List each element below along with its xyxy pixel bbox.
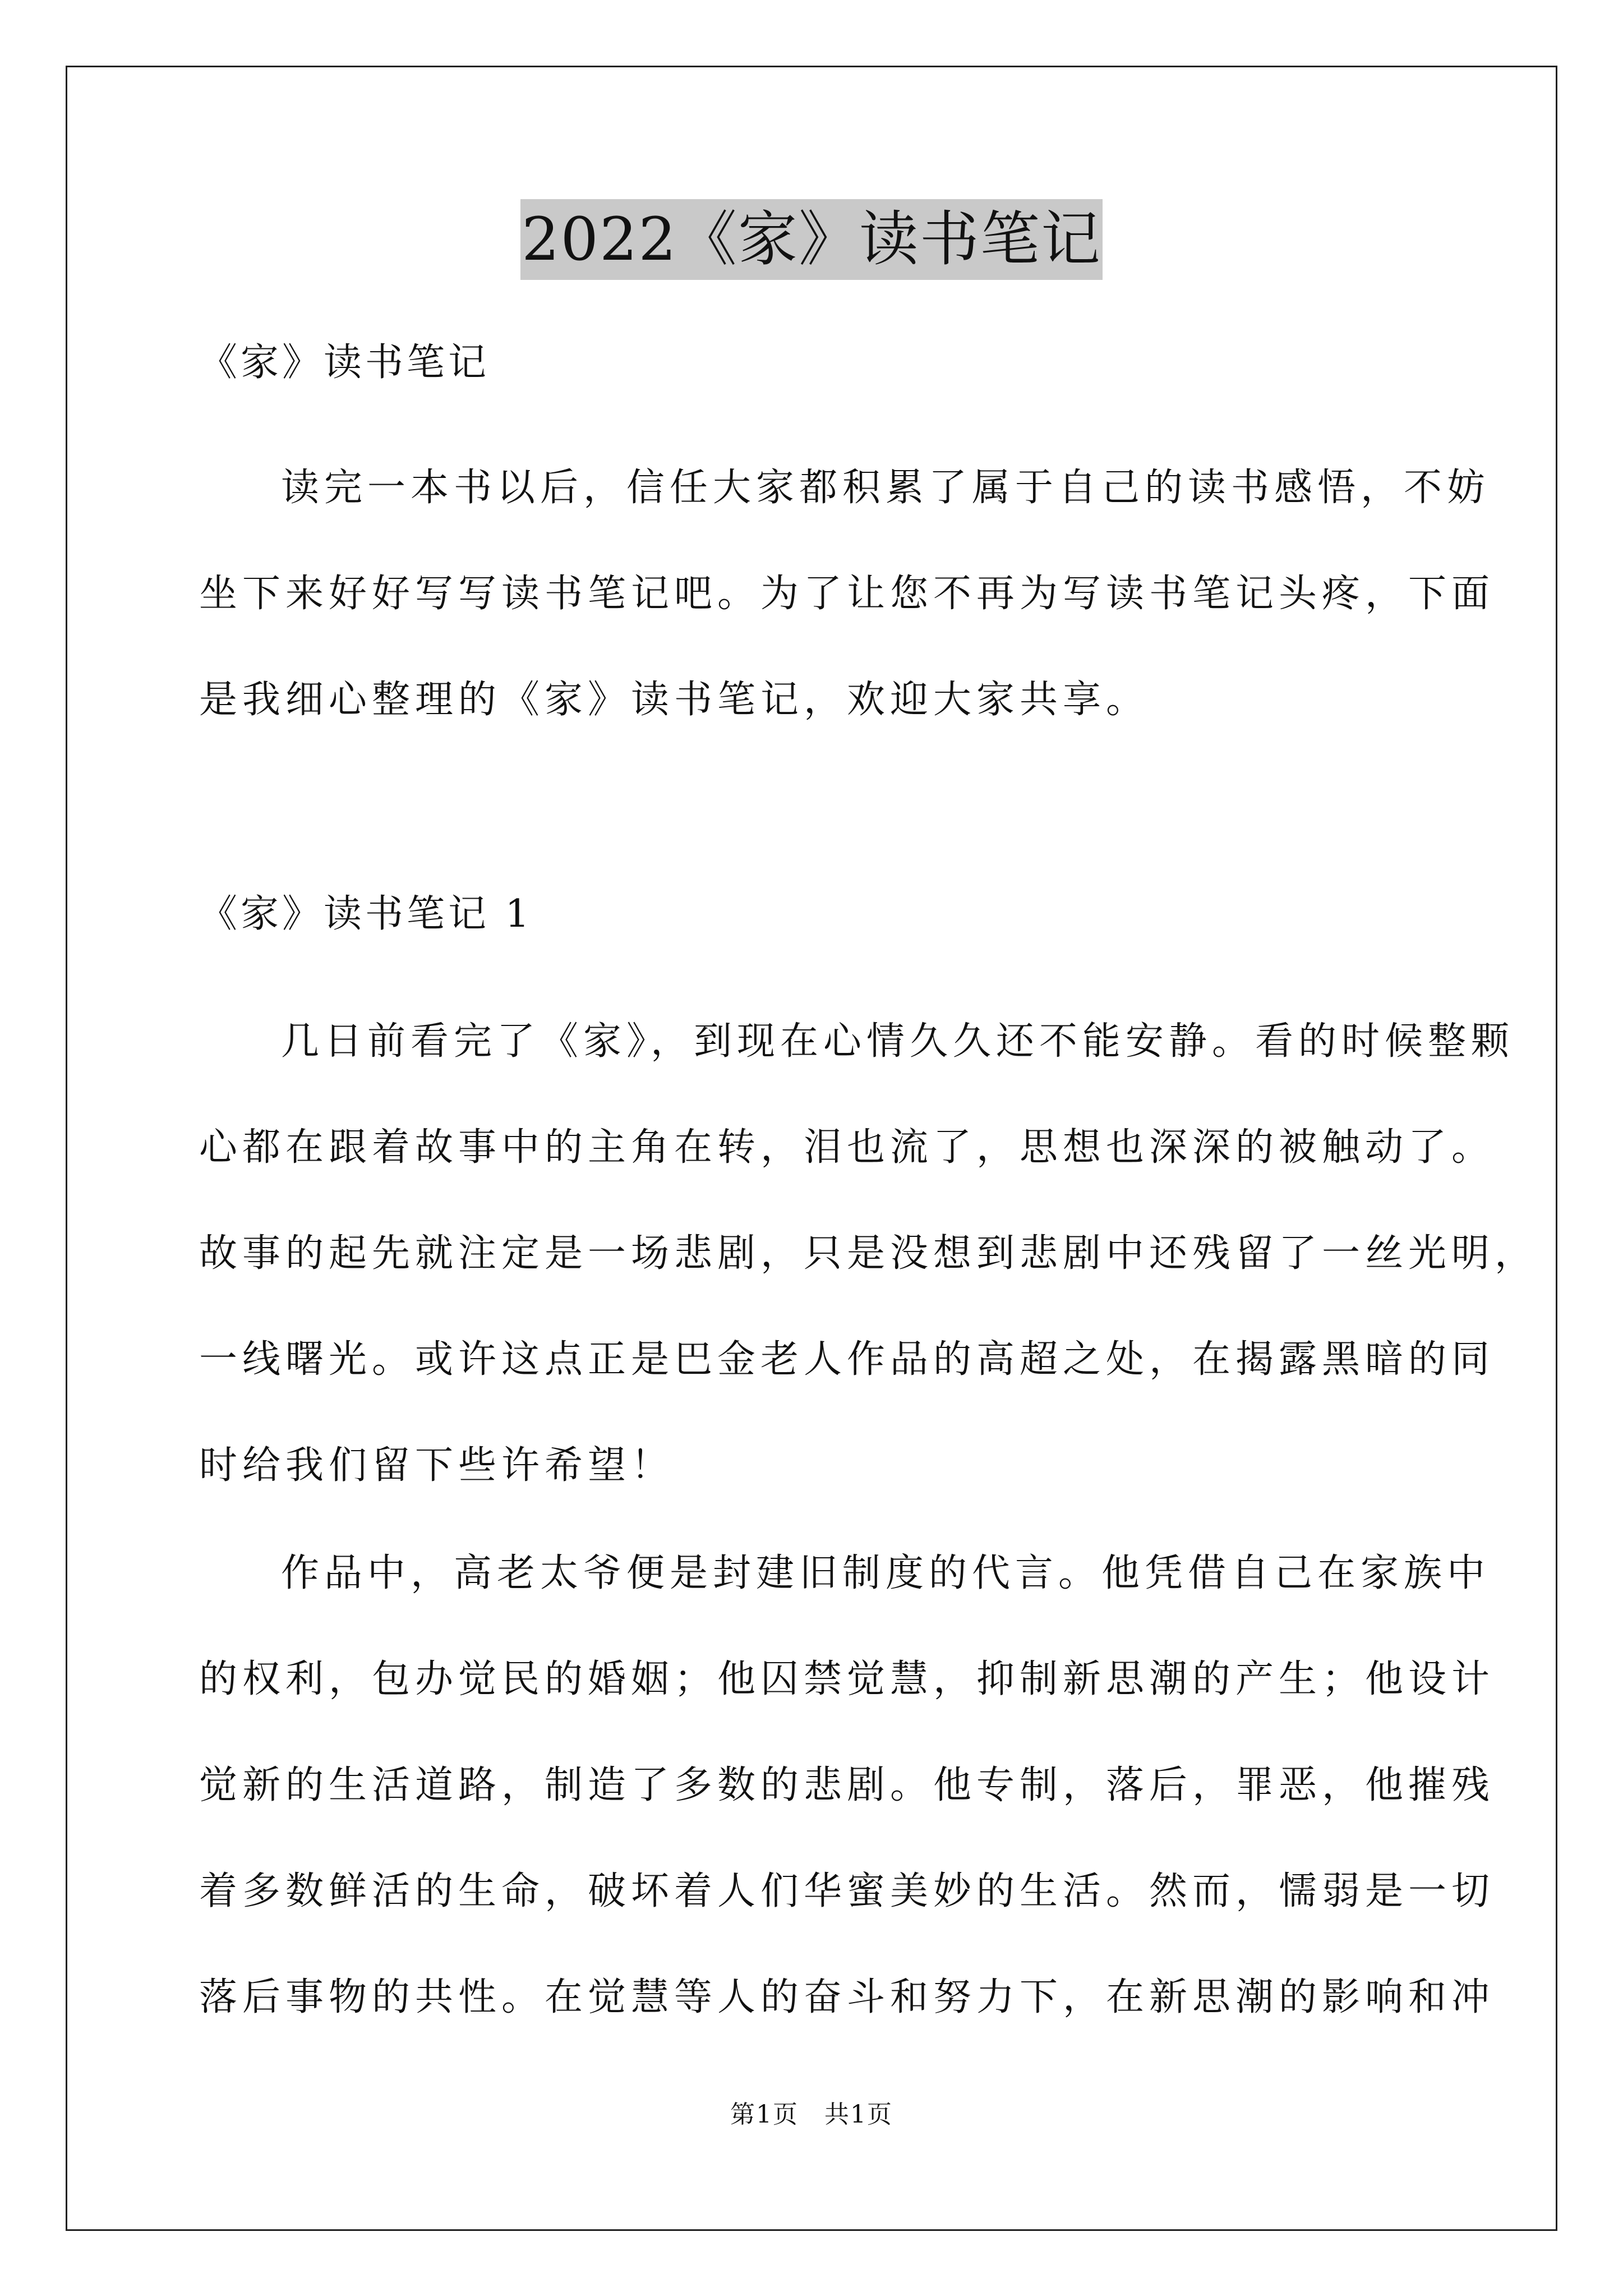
paragraph-1-line: 时给我们留下些许希望！	[199, 1443, 675, 1488]
paragraph-1-line: 几日前看完了《家》，到现在心情久久还不能安静。看的时候整颗	[281, 1019, 1515, 1064]
paragraph-1-line: 故事的起先就注定是一场悲剧，只是没想到悲剧中还残留了一丝光明，	[199, 1231, 1538, 1276]
paragraph-1-line: 一线曙光。或许这点正是巴金老人作品的高超之处，在揭露黑暗的同	[199, 1337, 1495, 1382]
paragraph-2-line: 着多数鲜活的生命，破坏着人们华蜜美妙的生活。然而，懦弱是一切	[199, 1869, 1495, 1913]
intro-paragraph	[199, 435, 1495, 753]
intro-line: 是我细心整理的《家》读书笔记，欢迎大家共享。	[199, 678, 1150, 722]
paragraph-2-line: 作品中，高老太爷便是封建旧制度的代言。他凭借自己在家族中	[281, 1551, 1491, 1595]
intro-line: 坐下来好好写写读书笔记吧。为了让您不再为写读书笔记头疼，下面	[199, 572, 1495, 616]
paragraph-2	[199, 1520, 1495, 2050]
document-subtitle: 《家》读书笔记	[199, 341, 490, 385]
section-heading: 《家》读书笔记 1	[199, 892, 533, 936]
subtitle-block	[199, 310, 1450, 416]
page-footer: 第1页 共1页	[730, 2100, 893, 2129]
paragraph-1-line: 心都在跟着故事中的主角在转，泪也流了，思想也深深的被触动了。	[199, 1125, 1495, 1170]
document-title[interactable]: 2022《家》读书笔记	[520, 199, 1103, 280]
section-heading-block	[199, 861, 1450, 967]
paragraph-1	[199, 988, 1538, 1519]
title-container	[0, 199, 1623, 280]
paragraph-2-line: 觉新的生活道路，制造了多数的悲剧。他专制，落后，罪恶，他摧残	[199, 1763, 1495, 1807]
intro-line: 读完一本书以后，信任大家都积累了属于自己的读书感悟，不妨	[281, 466, 1491, 510]
paragraph-2-line: 的权利，包办觉民的婚姻；他囚禁觉慧，抑制新思潮的产生；他设计	[199, 1657, 1495, 1701]
paragraph-2-line: 落后事物的共性。在觉慧等人的奋斗和努力下，在新思潮的影响和冲	[199, 1975, 1495, 2019]
